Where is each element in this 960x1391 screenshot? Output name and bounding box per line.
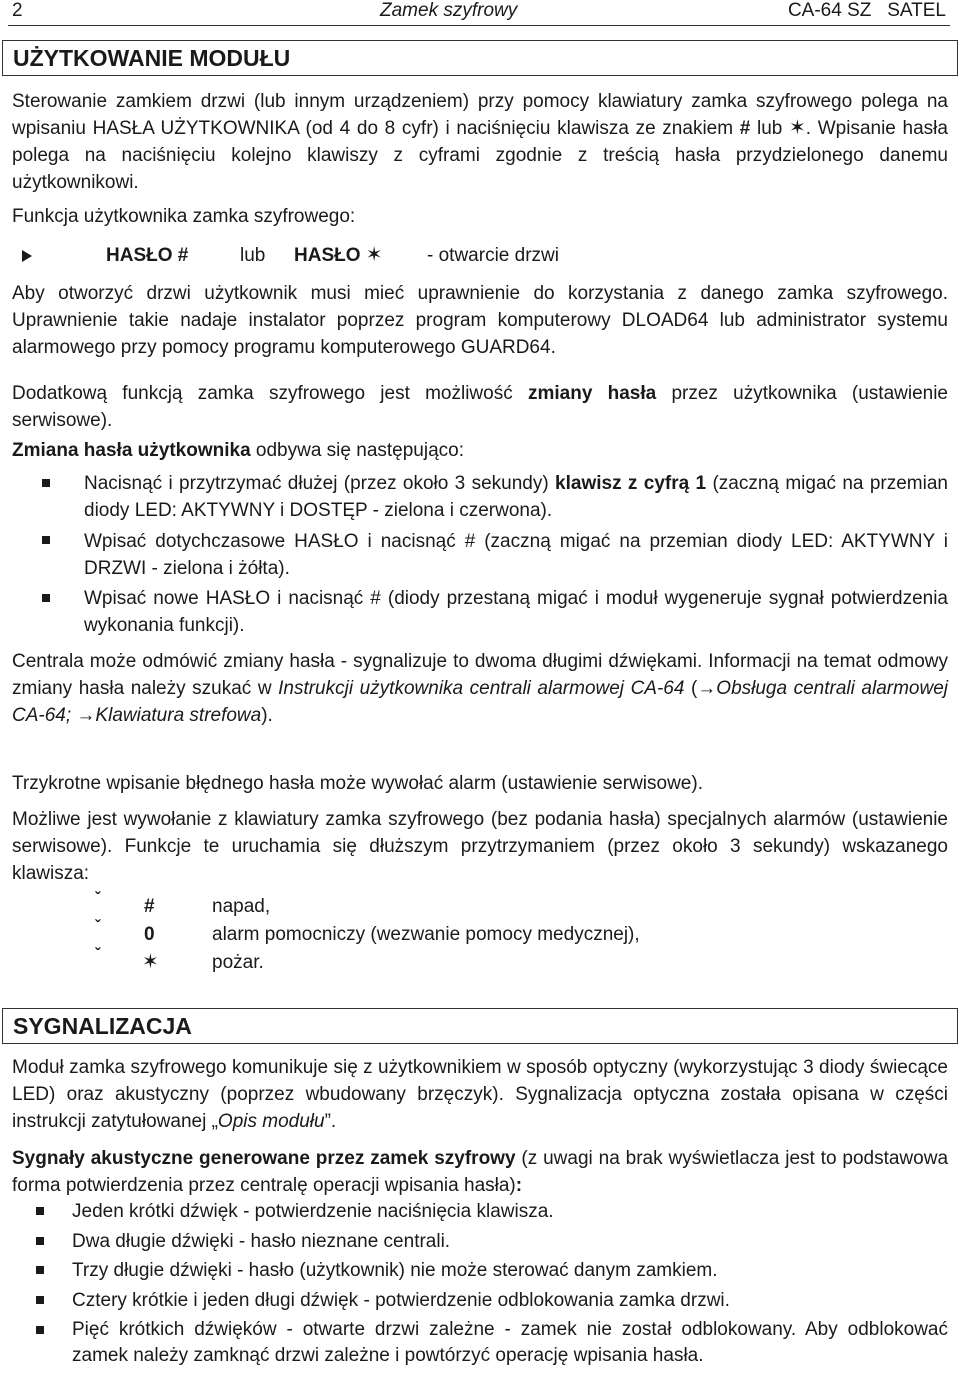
- alarm-key-star: ✶: [142, 951, 159, 973]
- square-bullet-icon: [42, 479, 50, 487]
- running-title: Zamek szyfrowy: [380, 0, 518, 21]
- arrow-right-icon: →: [697, 678, 717, 699]
- dash-bullet-icon: ˇ: [95, 946, 101, 963]
- signal-item: Jeden krótki dźwięk - potwierdzenie naciśnięcia klawisza.: [72, 1201, 554, 1222]
- change-step-2: Wpisać dotychczasowe HASŁO i nacisnąć # (zaczną migać na przemian diody LED: AKTYWNY i DRZWI - zielona i żółta).: [84, 531, 948, 579]
- function-code-hash: HASŁO #: [106, 245, 189, 266]
- star-key-icon: ✶: [365, 244, 383, 266]
- signal-item: Cztery krótkie i jeden długi dźwięk - potwierdzenie odblokowania zamka drzwi.: [72, 1290, 730, 1311]
- signal-item: Trzy długie dźwięki - hasło (użytkownik) nie może sterować danym zamkiem.: [72, 1260, 718, 1281]
- page-header: [8, 0, 948, 24]
- dash-bullet-icon: ˇ: [95, 890, 101, 907]
- square-bullet-icon: [36, 1237, 44, 1245]
- function-or: lub: [240, 245, 266, 266]
- signal-item: Dwa długie dźwięki - hasło nieznane centrali.: [72, 1231, 451, 1252]
- password-change-feature: Dodatkową funkcją zamka szyfrowego jest możliwość zmiany hasła przez użytkownika (ustawienie serwisowe).: [12, 383, 949, 431]
- section-heading-usage: UŻYTKOWANIE MODUŁU: [2, 40, 958, 76]
- acoustic-signals-heading: Sygnały akustyczne generowane przez zamek szyfrowy (z uwagi na brak wyświetlacza jest to podstawowa forma potwierdzenia przez centralę operacji wpisania hasła):: [12, 1148, 949, 1196]
- alarm-desc-star: pożar.: [212, 952, 264, 973]
- usage-intro: Sterowanie zamkiem drzwi (lub innym urządzeniem) przy pomocy klawiatury zamka szyfrowego polega na wpisaniu HASŁA UŻYTKOWNIKA (od 4 do 8 cyfr) i naciśnięciu klawisza ze znakiem # lub ✶. Wpisanie hasła polega na naciśnięciu kolejno klawiszy z cyframi zgodnie z treścią hasła przydzielonego danemu użytkownikowi.: [12, 91, 948, 193]
- rights-paragraph: Aby otworzyć drzwi użytkownik musi mieć uprawnienie do korzystania z danego zamka szyfrowego. Uprawnienie takie nadaje instalator poprzez program komputerowy DLOAD64 lub administrator systemu alarmowego przy pomocy programu komputerowego GUARD64.: [12, 283, 948, 358]
- section-heading-signalling: SYGNALIZACJA: [2, 1008, 958, 1044]
- signal-item: Pięć krótkich dźwięków - otwarte drzwi zależne - zamek nie został odblokowany. Aby odblokować zamek należy zamknąć drzwi zależne i powtórzyć operację wpisania hasła.: [72, 1319, 948, 1366]
- password-change-heading: Zmiana hasła użytkownika odbywa się następująco:: [12, 440, 465, 461]
- alarm-key-hash: #: [144, 896, 155, 917]
- square-bullet-icon: [36, 1296, 44, 1304]
- arrow-right-icon: →: [76, 705, 96, 726]
- square-bullet-icon: [36, 1266, 44, 1274]
- square-bullet-icon: [42, 594, 50, 602]
- function-label: Funkcja użytkownika zamka szyfrowego:: [12, 206, 356, 227]
- change-step-1: Nacisnąć i przytrzymać dłużej (przez około 3 sekundy) klawisz z cyfrą 1 (zaczną migać na przemian diody LED: AKTYWNY i DOSTĘP - zielona i czerwona).: [84, 473, 948, 521]
- page-number: 2: [12, 0, 23, 21]
- square-bullet-icon: [36, 1326, 44, 1334]
- header-rule: [8, 25, 950, 26]
- arrow-bullet-icon: [22, 250, 32, 262]
- refusal-paragraph: Centrala może odmówić zmiany hasła - sygnalizuje to dwoma długimi dźwiękami. Informacji na temat odmowy zmiany hasła należy szukać w Instrukcji użytkownika centrali alarmowej CA-64 (→Obsługa centrali alarmowej CA-64; →Klawiatura strefowa).: [12, 651, 948, 726]
- function-desc: - otwarcie drzwi: [427, 245, 559, 266]
- function-code-star: HASŁO ✶: [294, 244, 383, 266]
- alarm-desc-zero: alarm pomocniczy (wezwanie pomocy medycznej),: [212, 924, 640, 945]
- square-bullet-icon: [36, 1207, 44, 1215]
- square-bullet-icon: [42, 536, 50, 544]
- model-brand: CA-64 SZ SATEL: [787, 0, 946, 21]
- signalling-intro: Moduł zamka szyfrowego komunikuje się z użytkownikiem w sposób optyczny (wykorzystując 3 diody świecące LED) oraz akustyczny (poprzez wbudowany brzęczyk). Sygnalizacja optyczna została opisana w części instrukcji zatytułowanej „Opis modułu”.: [12, 1057, 948, 1132]
- dash-bullet-icon: ˇ: [95, 918, 101, 935]
- star-key-icon: ✶: [789, 117, 806, 139]
- alarm-key-zero: 0: [144, 924, 155, 945]
- alarm-desc-hash: napad,: [212, 896, 271, 917]
- change-step-3: Wpisać nowe HASŁO i nacisnąć # (diody przestaną migać i moduł wygeneruje sygnał potwierdzenia wykonania funkcji).: [84, 588, 948, 636]
- special-alarms-paragraph: Możliwe jest wywołanie z klawiatury zamka szyfrowego (bez podania hasła) specjalnych alarmów (ustawienie serwisowe). Funkcje te uruchamia się dłuższym przytrzymaniem (przez około 3 sekundy) wskazanego klawisza:: [12, 809, 948, 884]
- wrong-password-alarm: Trzykrotne wpisanie błędnego hasła może wywołać alarm (ustawienie serwisowe).: [12, 773, 703, 794]
